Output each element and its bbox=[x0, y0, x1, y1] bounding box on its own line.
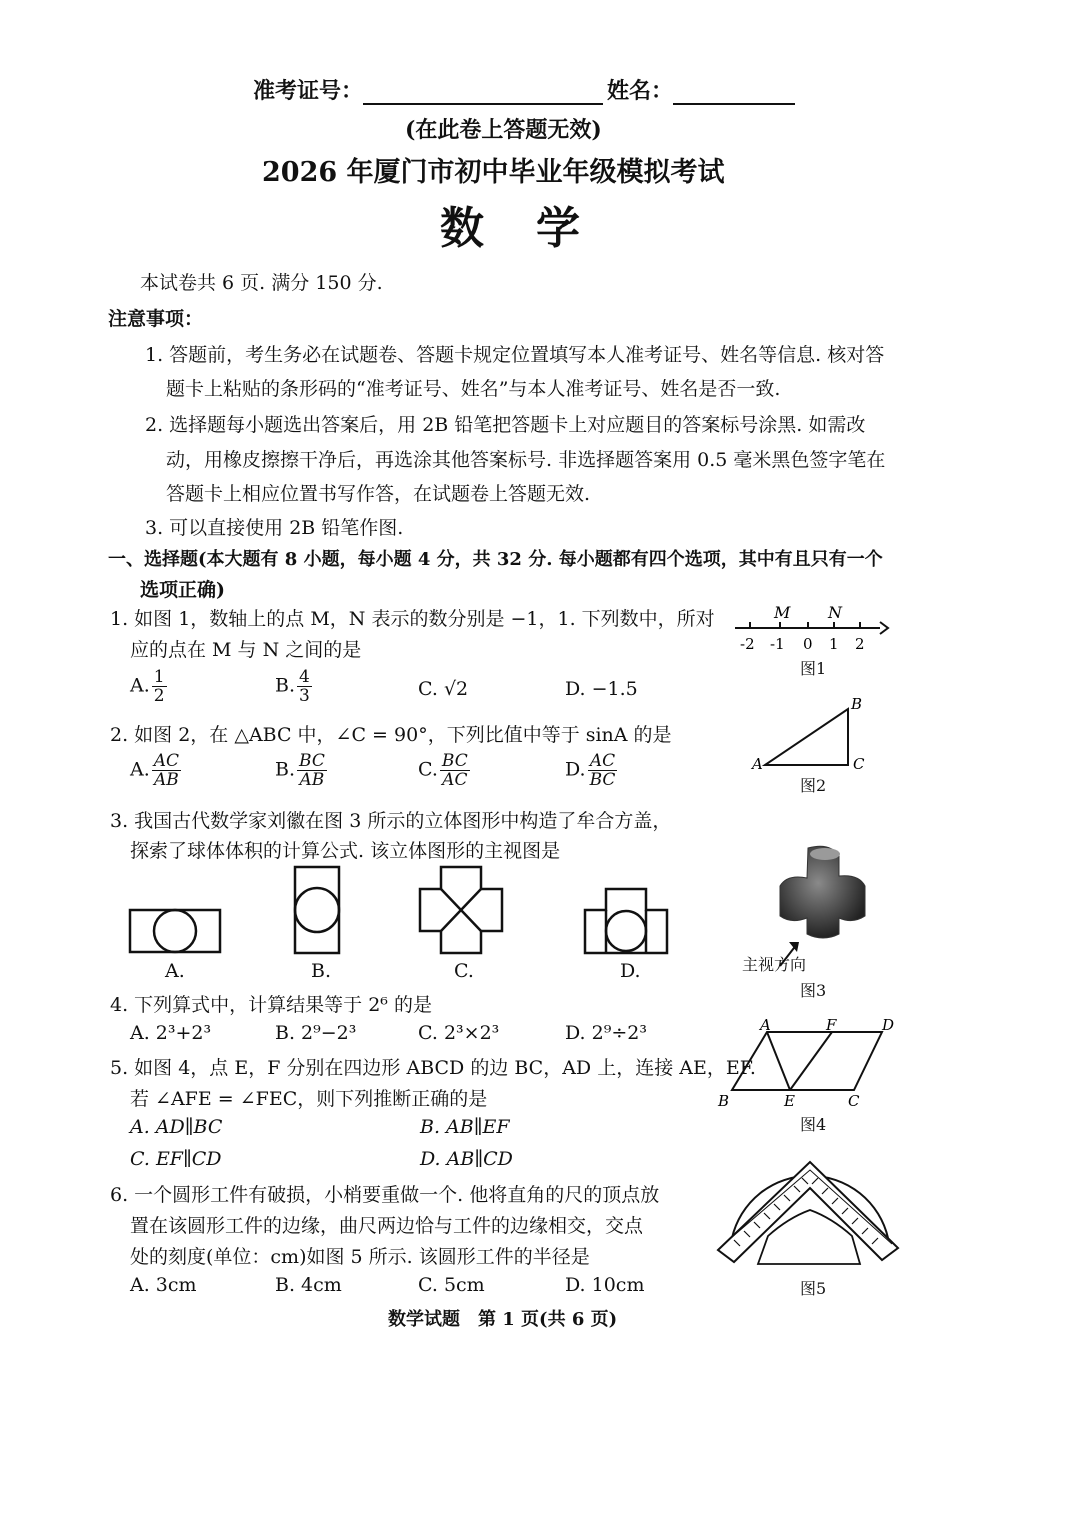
intro-text: 本试卷共 6 页. 满分 150 分. bbox=[140, 272, 383, 294]
q3-option-d-shape bbox=[580, 884, 672, 958]
q3-option-a-shape bbox=[125, 905, 225, 957]
fig4-label-b: B bbox=[718, 1092, 730, 1110]
q4-option-a: A. 2³+2³ bbox=[130, 1022, 212, 1044]
figure-1-number-line bbox=[730, 600, 890, 656]
q3-option-c-shape bbox=[415, 862, 507, 958]
notes-heading: 注意事项： bbox=[108, 308, 204, 330]
note-line: 答题卡上相应位置书写作答，在试题卷上答题无效. bbox=[166, 483, 591, 505]
q6-stem: 6. 一个圆形工件有破损，小梢要重做一个. 他将直角的尺的顶点放 bbox=[110, 1184, 660, 1206]
q2-option-c: C. $\frac{BC}{AC}$ bbox=[418, 751, 468, 790]
figure-3-view-label: 主视方向 bbox=[742, 955, 807, 974]
fig1-label-m: M bbox=[774, 603, 791, 622]
note-line: 动，用橡皮擦擦干净后，再选涂其他答案标号. 非选择题答案用 0.5 毫米黑色签字笔在 bbox=[166, 449, 886, 471]
figure-3-caption: 图3 bbox=[800, 981, 827, 1000]
fig4-label-d: D bbox=[882, 1018, 895, 1034]
note-line: 题卡上粘贴的条形码的“准考证号、姓名”与本人准考证号、姓名是否一致. bbox=[166, 378, 781, 400]
q6-option-d: D. 10cm bbox=[565, 1274, 645, 1296]
figure-5-circle-square bbox=[710, 1148, 905, 1268]
section-title-cont: 选项正确) bbox=[140, 579, 225, 601]
exam-id-label: 准考证号： bbox=[253, 78, 364, 104]
name-label: 姓名： bbox=[607, 78, 674, 104]
q5-option-d: D. AB∥CD bbox=[420, 1148, 513, 1170]
page-footer: 数学试题 第 1 页(共 6 页) bbox=[388, 1309, 618, 1330]
figure-2-triangle bbox=[750, 695, 870, 775]
invalid-note: (在此卷上答题无效) bbox=[405, 117, 602, 143]
note-line: 1. 答题前，考生务必在试题卷、答题卡规定位置填写本人准考证号、姓名等信息. 核对答 bbox=[145, 344, 885, 366]
q1-option-d: D. −1.5 bbox=[565, 678, 638, 700]
figure-4-quadrilateral bbox=[712, 1018, 902, 1110]
fig1-tick: 0 bbox=[803, 635, 813, 653]
q2-stem: 2. 如图 2，在 △ABC 中，∠C = 90°，下列比值中等于 sinA 的是 bbox=[110, 724, 672, 746]
q6-stem-cont: 置在该圆形工件的边缘，曲尺两边恰与工件的边缘相交，交点 bbox=[130, 1215, 644, 1237]
q5-option-b: B. AB∥EF bbox=[420, 1116, 510, 1138]
q3-option-c-label: C. bbox=[454, 960, 474, 982]
q3-option-a-label: A. bbox=[165, 960, 185, 982]
q3-option-b-shape bbox=[290, 862, 345, 958]
q4-option-b: B. 2⁹−2³ bbox=[275, 1022, 357, 1044]
q5-option-a: A. AD∥BC bbox=[130, 1116, 223, 1138]
q2-option-d: D. $\frac{AC}{BC}$ bbox=[565, 751, 616, 790]
figure-1-caption: 图1 bbox=[800, 659, 827, 678]
fig4-label-a: A bbox=[760, 1018, 771, 1034]
fig2-label-a: A bbox=[752, 755, 763, 773]
figure-2-caption: 图2 bbox=[800, 776, 827, 795]
q5-stem-cont: 若 ∠AFE = ∠FEC，则下列推断正确的是 bbox=[130, 1088, 488, 1110]
figure-5-caption: 图5 bbox=[800, 1279, 827, 1298]
note-line: 2. 选择题每小题选出答案后，用 2B 铅笔把答题卡上对应题目的答案标号涂黑. 如需改 bbox=[145, 414, 866, 436]
exam-title: 2026 年厦门市初中毕业年级模拟考试 bbox=[262, 157, 725, 188]
exam-id-blank bbox=[363, 81, 603, 105]
q1-option-b: B. $\frac{4}{3}$ bbox=[275, 667, 310, 706]
q4-option-d: D. 2⁹÷2³ bbox=[565, 1022, 647, 1044]
q6-option-b: B. 4cm bbox=[275, 1274, 342, 1296]
q4-stem: 4. 下列算式中，计算结果等于 2⁶ 的是 bbox=[110, 994, 432, 1016]
fig1-label-n: N bbox=[828, 603, 842, 622]
q6-stem-cont: 处的刻度(单位：cm)如图 5 所示. 该圆形工件的半径是 bbox=[130, 1246, 590, 1268]
exam-id-row bbox=[253, 74, 795, 105]
subject-title: 数 学 bbox=[440, 203, 584, 254]
q5-option-c: C. EF∥CD bbox=[130, 1148, 222, 1170]
q6-option-a: A. 3cm bbox=[130, 1274, 197, 1296]
q4-option-c: C. 2³×2³ bbox=[418, 1022, 500, 1044]
section-title: 一、选择题(本大题有 8 小题，每小题 4 分，共 32 分. 每小题都有四个选项，其中有且只有一个 bbox=[108, 549, 883, 570]
q2-option-b: B. $\frac{BC}{AB}$ bbox=[275, 751, 325, 790]
q1-option-a: A. $\frac{1}{2}$ bbox=[130, 667, 165, 706]
q6-option-c: C. 5cm bbox=[418, 1274, 485, 1296]
fig1-tick: 2 bbox=[855, 635, 865, 653]
q3-stem-cont: 探索了球体体积的计算公式. 该立体图形的主视图是 bbox=[130, 840, 561, 862]
q1-stem-cont: 应的点在 M 与 N 之间的是 bbox=[130, 639, 362, 661]
figure-4-caption: 图4 bbox=[800, 1115, 827, 1134]
q1-option-c: C. √2 bbox=[418, 678, 469, 700]
fig4-label-e: E bbox=[784, 1092, 795, 1110]
q5-stem: 5. 如图 4，点 E，F 分别在四边形 ABCD 的边 BC，AD 上，连接 AE，EF. bbox=[110, 1057, 756, 1079]
fig1-tick: 1 bbox=[829, 635, 839, 653]
fig1-tick: -2 bbox=[740, 635, 755, 653]
fig4-label-c: C bbox=[848, 1092, 860, 1110]
fig1-tick: -1 bbox=[770, 635, 785, 653]
q3-option-b-label: B. bbox=[311, 960, 332, 982]
q2-option-a: A. $\frac{AC}{AB}$ bbox=[130, 751, 180, 790]
fig4-label-f: F bbox=[826, 1018, 837, 1034]
fig2-label-b: B bbox=[851, 695, 863, 713]
q3-stem: 3. 我国古代数学家刘徽在图 3 所示的立体图形中构造了牟合方盖， bbox=[110, 810, 672, 832]
fig2-label-c: C bbox=[853, 755, 865, 773]
q3-option-d-label: D. bbox=[620, 960, 641, 982]
q1-stem: 1. 如图 1，数轴上的点 M，N 表示的数分别是 −1，1. 下列数中，所对 bbox=[110, 608, 715, 630]
name-blank bbox=[673, 81, 795, 105]
note-line: 3. 可以直接使用 2B 铅笔作图. bbox=[145, 517, 404, 539]
